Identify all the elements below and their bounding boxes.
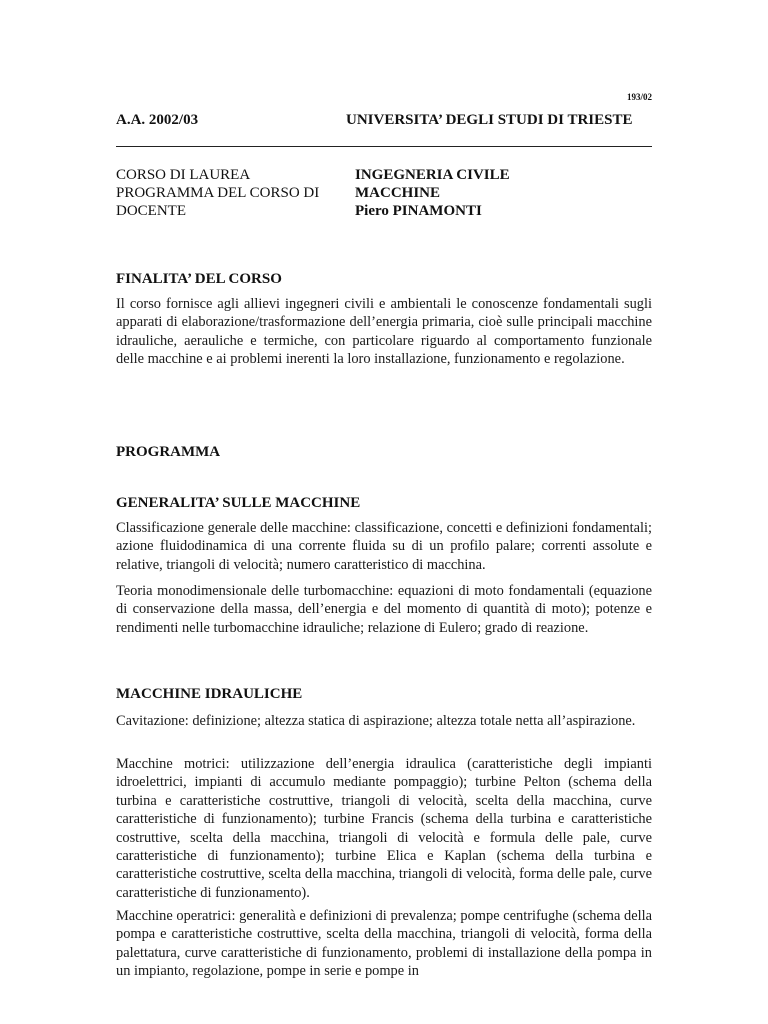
paragraph-cavitazione: Cavitazione: definizione; altezza statica di aspirazione; altezza totale netta all’aspirazione. <box>116 713 636 729</box>
teacher-label: DOCENTE <box>116 203 186 219</box>
section-heading-idrauliche: MACCHINE IDRAULICHE <box>116 686 303 702</box>
program-value: MACCHINE <box>355 185 440 201</box>
section-heading-programma: PROGRAMMA <box>116 444 221 460</box>
paragraph-finalita: Il corso fornisce agli allievi ingegneri civili e ambientali le conoscenze fondamentali sugli apparati di elaborazione/trasformazione dell’energia primaria, cioè sulle principali macchine idrauliche, aerauliche e termiche, con particolare riguardo al comportamento funzionale delle macchine e ai problemi inerenti la loro installazione, funzionamento e regolazione. <box>116 296 652 368</box>
section-heading-finalita: FINALITA’ DEL CORSO <box>116 271 282 287</box>
paragraph-classificazione: Classificazione generale delle macchine: classificazione, concetti e definizioni fondamentali; azione fluidodinamica di una corrente fluida su di un profilo palare; correnti assolute e relative, triangoli di velocità; numero caratteristico di macchina. <box>116 520 652 573</box>
document-code: 193/02 <box>626 92 652 102</box>
section-heading-generalita: GENERALITA’ SULLE MACCHINE <box>116 495 361 511</box>
paragraph-macchine-motrici: Macchine motrici: utilizzazione dell’energia idraulica (caratteristiche degli impianti idroelettrici, impianti di accumulo mediante pompaggio); turbine Pelton (schema della turbina e caratteristiche costruttive, triangoli di velocità, scelta della macchina, curve caratteristiche di funzionamento); turbine Francis (schema della turbina e caratteristiche costruttive, scelta della macchina, triangoli di velocità e formula delle pale, curve caratteristiche di funzionamento); turbine Elica e Kaplan (schema della turbina e caratteristiche costruttive, scelta della macchina, triangoli di velocità, forma delle pale, curve caratteristiche di funzionamento). <box>116 756 652 901</box>
academic-year: A.A. 2002/03 <box>116 112 199 128</box>
header-divider <box>116 146 652 147</box>
teacher-value: Piero PINAMONTI <box>355 203 482 219</box>
university-name: UNIVERSITA’ DEGLI STUDI DI TRIESTE <box>346 112 633 128</box>
paragraph-macchine-operatrici: Macchine operatrici: generalità e definizioni di prevalenza; pompe centrifughe (schema della pompa e caratteristiche costruttive, scelta della macchina, triangoli di velocità, forma della palettatura, curve caratteristiche di funzionamento, problemi di installazione della pompa in un impianto, regolazione, pompe in serie e pompe in <box>116 908 652 980</box>
program-label: PROGRAMMA DEL CORSO DI <box>116 185 320 201</box>
course-label: CORSO DI LAUREA <box>116 167 251 183</box>
course-value: INGEGNERIA CIVILE <box>355 167 510 183</box>
paragraph-teoria: Teoria monodimensionale delle turbomacchine: equazioni di moto fondamentali (equazione di conservazione della massa, dell’energia e del momento di quantità di moto); potenze e rendimenti nelle turbomacchine idrauliche; relazione di Eulero; grado di reazione. <box>116 583 652 636</box>
